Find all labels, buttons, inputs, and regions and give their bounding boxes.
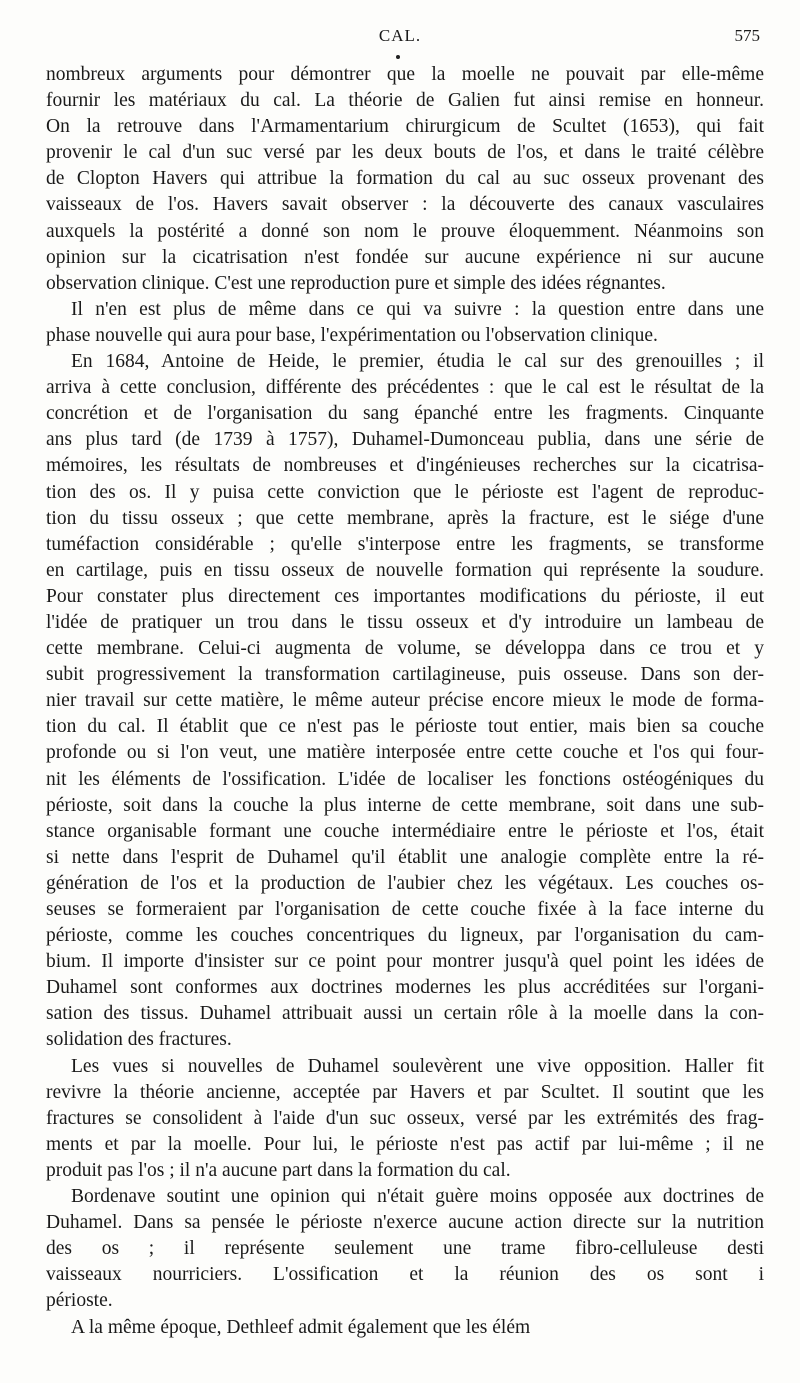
text-line: tuméfaction considérable ; qu'elle s'interpose entre les fragments, se transforme — [46, 533, 764, 555]
text-line: périoste, soit dans la couche la plus interne de cette membrane, soit dans une sub- — [46, 794, 764, 816]
paragraph — [46, 1054, 764, 1184]
text-line: tion du cal. Il établit que ce n'est pas le périoste tout entier, mais bien sa couche — [46, 716, 764, 738]
text-line: de Clopton Havers qui attribue la formation du cal au suc osseux provenant des — [46, 168, 764, 190]
text-line: tion du tissu osseux ; que cette membrane, après la fracture, est le siége d'une — [46, 507, 764, 529]
text-line: nier travail sur cette matière, le même auteur précise encore mieux le mode de forma- — [46, 690, 764, 712]
text-line: produit pas l'os ; il n'a aucune part dans la formation du cal. — [46, 1159, 511, 1181]
text-line: On la retrouve dans l'Armamentarium chirurgicum de Scultet (1653), qui fait — [46, 116, 764, 138]
page-number: 575 — [734, 26, 760, 45]
paragraph — [46, 62, 764, 297]
text-line: sation des tissus. Duhamel attribuait aussi un certain rôle à la moelle dans la con- — [46, 1003, 764, 1025]
text-line: Il n'en est plus de même dans ce qui va suivre : la question entre dans une — [71, 298, 764, 320]
text-line: solidation des fractures. — [46, 1029, 232, 1051]
text-line: génération de l'os et la production de l'aubier chez les végétaux. Les couches os- — [46, 872, 764, 894]
text-line: concrétion et de l'organisation du sang épanché entre les fragments. Cinquante — [46, 403, 764, 425]
running-head — [40, 26, 760, 50]
text-line: tion des os. Il y puisa cette conviction que le périoste est l'agent de reproduc- — [46, 481, 764, 503]
text-line: auxquels la postérité a donné son nom le prouve éloquemment. Néanmoins son — [46, 220, 764, 242]
text-line: fournir les matériaux du cal. La théorie de Galien fut ainsi remise en honneur. — [46, 90, 764, 112]
text-line: arriva à cette conclusion, différente des précédentes : que le cal est le résultat de la — [46, 377, 764, 399]
text-line: vaisseaux de l'os. Havers savait observer : la découverte des canaux vasculaires — [46, 194, 764, 216]
paragraph — [46, 1315, 764, 1341]
text-line: Duhamel sont conformes aux doctrines modernes les plus accréditées sur l'organi- — [46, 977, 764, 999]
text-line: revivre la théorie ancienne, acceptée par Havers et par Scultet. Il soutint que les — [46, 1081, 764, 1103]
text-line: phase nouvelle qui aura pour base, l'expérimentation ou l'observation clinique. — [46, 324, 658, 346]
text-line: opinion sur la cicatrisation n'est fondée sur aucune expérience ni sur aucune — [46, 246, 764, 268]
ornament-dot — [396, 55, 400, 59]
text-line: observation clinique. C'est une reproduction pure et simple des idées régnantes. — [46, 272, 666, 294]
text-line: ments et par la moelle. Pour lui, le périoste n'est pas actif par lui-même ; il ne — [46, 1133, 764, 1155]
text-line: fractures se consolident à l'aide d'un suc osseux, versé par les extrémités des frag- — [46, 1107, 764, 1129]
text-line: profonde ou si l'on veut, une matière interposée entre cette couche et l'os qui four- — [46, 742, 764, 764]
text-line: A la même époque, Dethleef admit également que les élém — [71, 1316, 531, 1338]
body-text — [46, 62, 764, 1341]
text-line: stance organisable formant une couche intermédiaire entre le périoste et l'os, était — [46, 820, 764, 842]
paragraph — [46, 297, 764, 349]
text-line: si nette dans l'esprit de Duhamel qu'il établit une analogie complète entre la ré- — [46, 846, 764, 868]
text-line: En 1684, Antoine de Heide, le premier, étudia le cal sur des grenouilles ; il — [71, 351, 764, 373]
text-line: Bordenave soutint une opinion qui n'était guère moins opposée aux doctrines de — [71, 1186, 764, 1208]
paragraph — [46, 1184, 764, 1314]
text-line: périoste, comme les couches concentriques du ligneux, par l'organisation du cam- — [46, 925, 764, 947]
text-line: en cartilage, puis en tissu osseux de nouvelle formation qui représente la soudure. — [46, 559, 764, 581]
text-line: subit progressivement la transformation cartilagineuse, puis osseuse. Dans son der- — [46, 664, 764, 686]
text-line: nit les éléments de l'ossification. L'idée de localiser les fonctions ostéogéniques du — [46, 768, 764, 790]
text-line: seuses se formeraient par l'organisation de cette couche fixée à la face interne du — [46, 899, 764, 920]
text-line: des os ; il représente seulement une trame fibro-celluleuse desti — [46, 1238, 764, 1260]
text-line: cette membrane. Celui-ci augmenta de volume, se développa dans ce trou et y — [46, 638, 764, 660]
text-line: l'idée de pratiquer un trou dans le tissu osseux et d'y introduire un lambeau de — [46, 611, 764, 633]
text-line: Duhamel. Dans sa pensée le périoste n'exerce aucune action directe sur la nutrition — [46, 1212, 764, 1234]
text-line: ans plus tard (de 1739 à 1757), Duhamel-Dumonceau publia, dans une série de — [46, 429, 764, 451]
text-line: provenir le cal d'un suc versé par les deux bouts de l'os, et dans le traité célèbre — [46, 142, 764, 164]
text-line: vaisseaux nourriciers. L'ossification et la réunion des os sont i — [46, 1264, 764, 1286]
paragraph — [46, 349, 764, 1054]
text-line: Les vues si nouvelles de Duhamel soulevèrent une vive opposition. Haller fit — [71, 1055, 764, 1077]
text-line: mémoires, les résultats de nombreuses et d'ingénieuses recherches sur la cicatrisa- — [46, 455, 764, 477]
text-line: Pour constater plus directement ces importantes modifications du périoste, il eut — [46, 585, 764, 607]
text-line: bium. Il importe d'insister sur ce point pour montrer jusqu'à quel point les idées de — [46, 951, 764, 973]
text-line: nombreux arguments pour démontrer que la moelle ne pouvait par elle-même — [46, 64, 764, 85]
text-line: périoste. — [46, 1290, 113, 1312]
running-title: CAL. — [378, 26, 422, 45]
